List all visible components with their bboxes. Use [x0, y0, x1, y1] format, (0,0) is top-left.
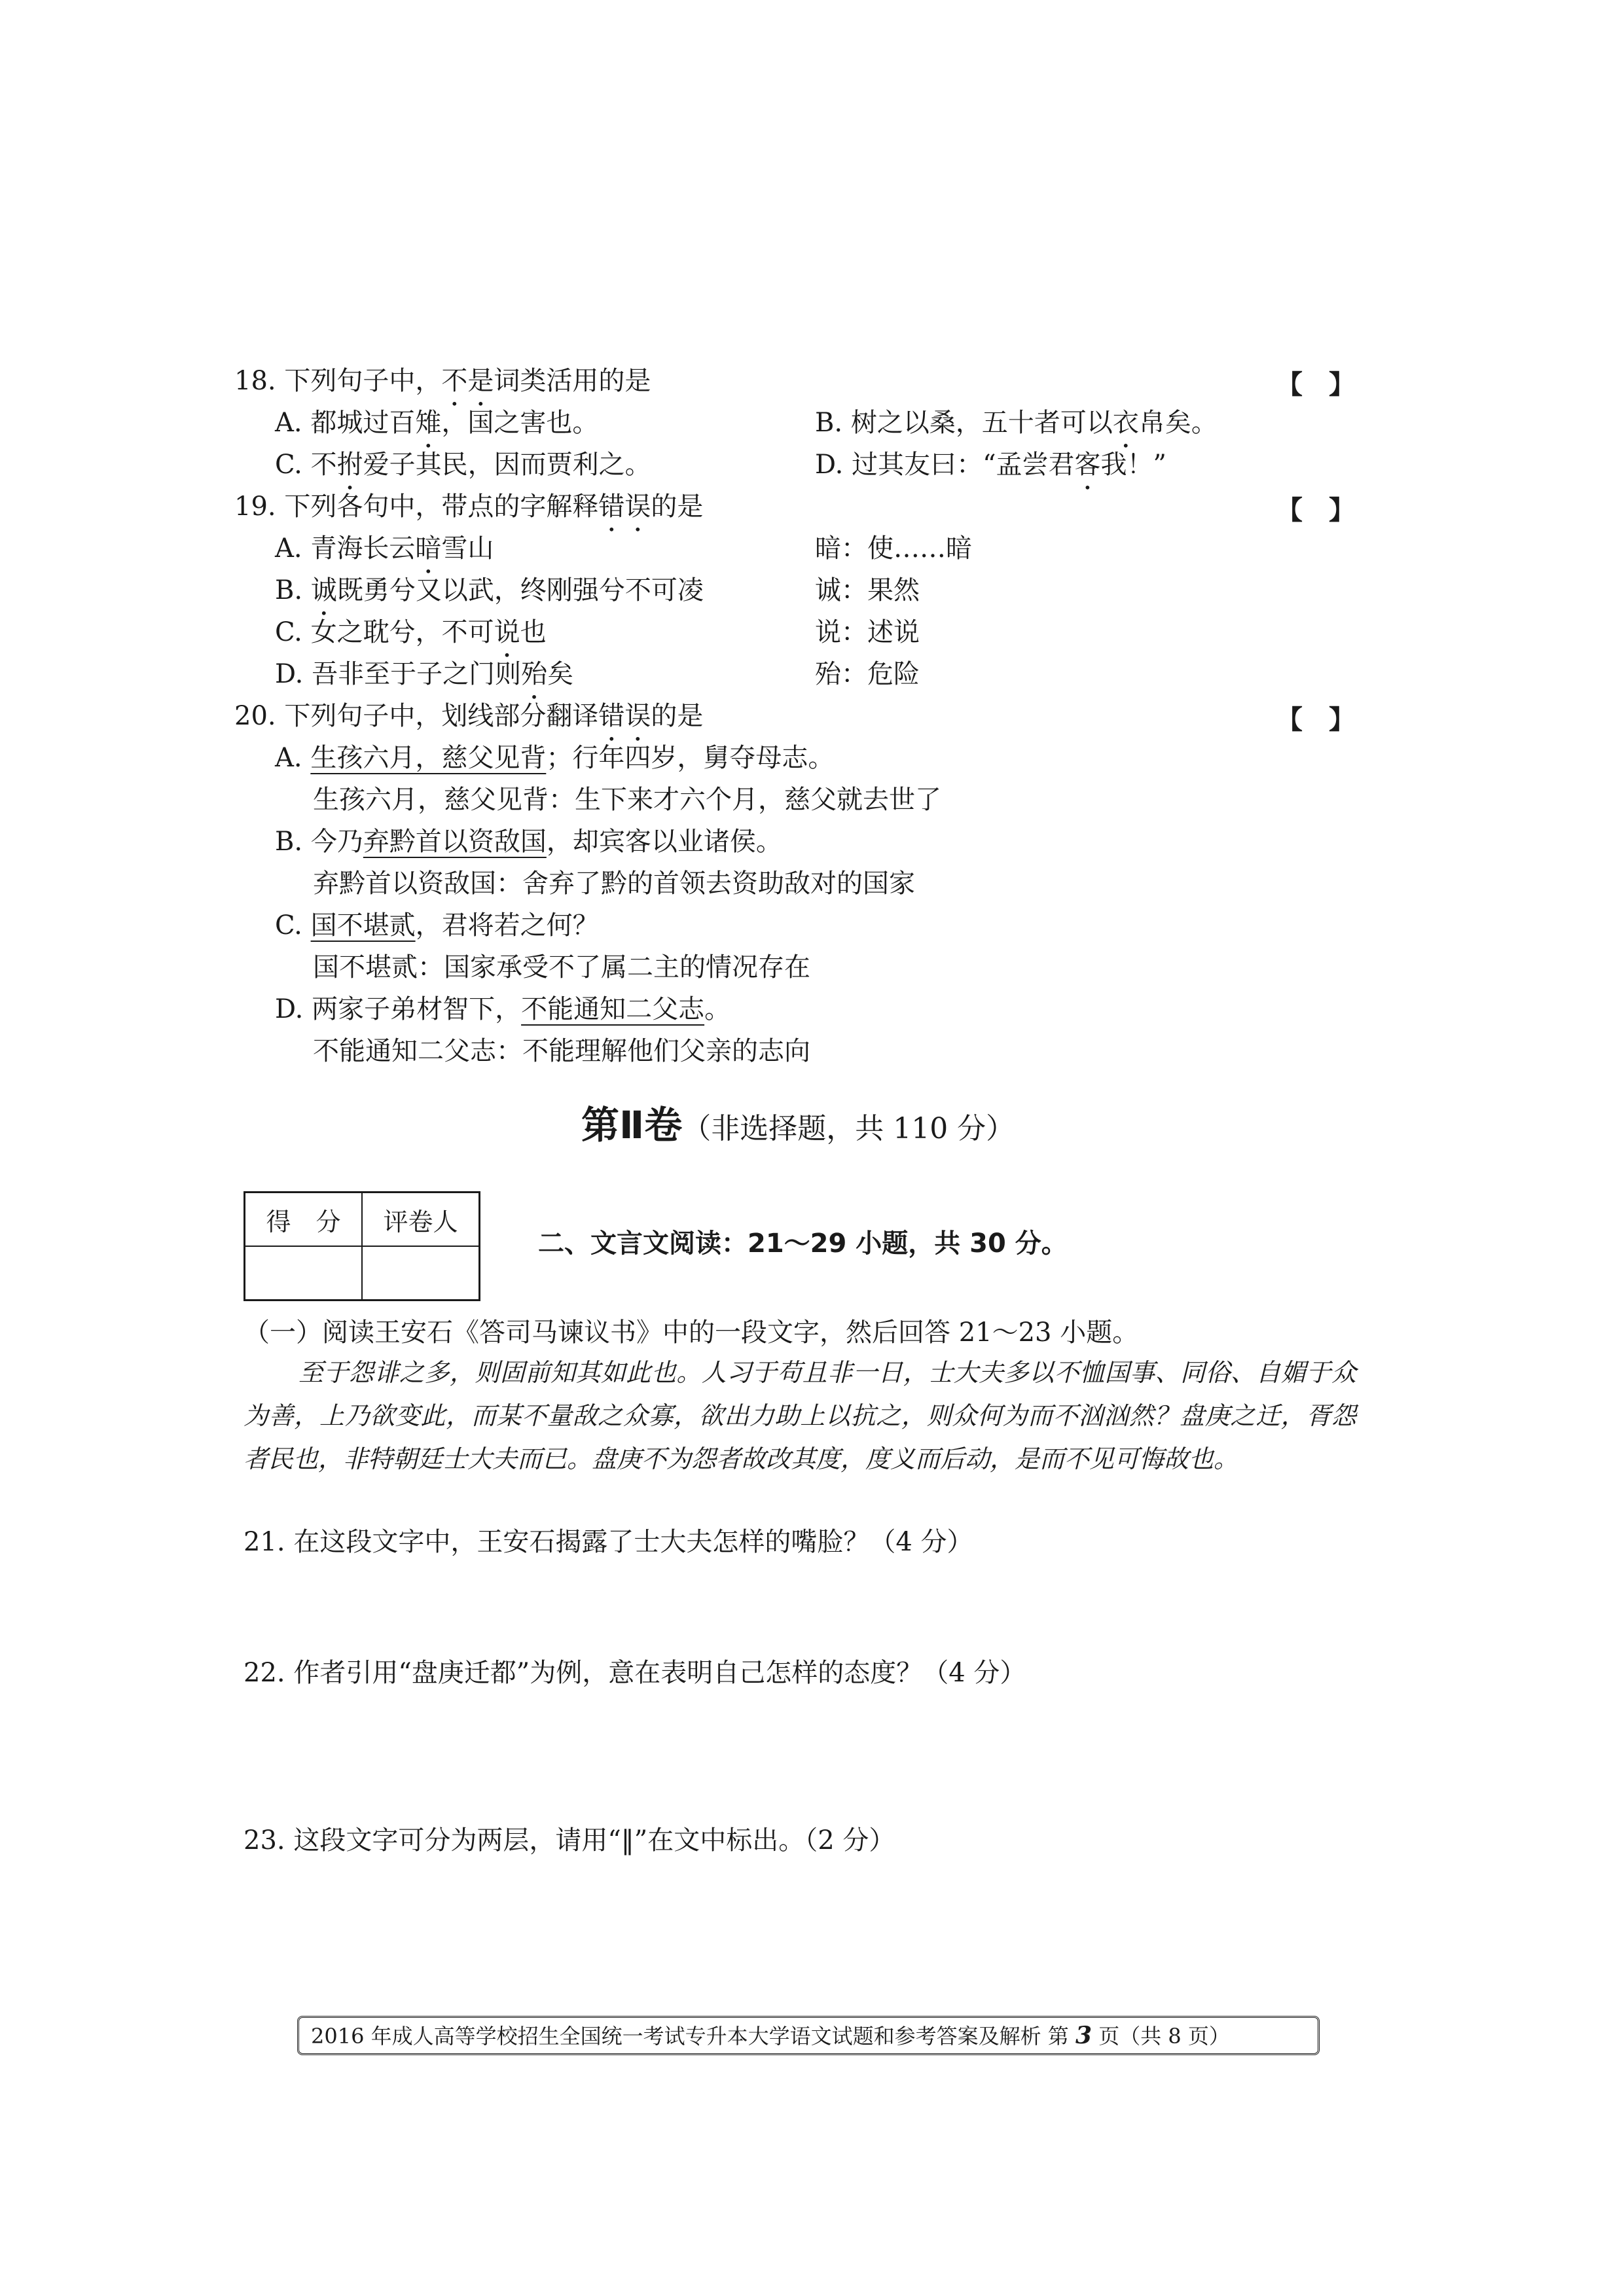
reading-1-passage: 至于怨诽之多，则固前知其如此也。人习于苟且非一日，士大夫多以不恤国事、同俗、自媚于众为善，上乃欲变此，而某不量敌之众寡，欲出力助上以抗之，则众何为而不汹汹然？盘庚之迁，胥怨者民也，非特朝廷士大夫而已。盘庚不为怨者故改其度，度义而后动，是而不见可悔故也。 — [244, 1358, 1356, 1473]
q19-answer-bracket[interactable]: 【 】 — [1276, 495, 1355, 526]
section-2-heading — [581, 1094, 1015, 1149]
q21-answer-area[interactable] — [244, 1566, 1356, 1644]
q20-option-b-translation: 弃黔首以资敌国：舍弃了黔的首领去资助敌对的国家 — [313, 869, 915, 899]
q21-stem: 21. 在这段文字中，王安石揭露了士大夫怎样的嘴脸？（4 分） — [244, 1527, 973, 1557]
q23-stem: 23. 这段文字可分为两层，请用“‖”在文中标出。（2 分） — [244, 1825, 895, 1856]
score-table — [244, 1191, 480, 1301]
grader-header: 评卷人 — [362, 1193, 480, 1247]
q22-answer-area[interactable] — [244, 1696, 1356, 1814]
q18-option-a[interactable]: A. 都城过百雉，国之害也。 — [275, 408, 599, 438]
grader-cell[interactable] — [362, 1246, 480, 1300]
reading-1-intro: （一）阅读王安石《答司马谏议书》中的一段文字，然后回答 21～23 小题。 — [244, 1318, 1139, 1348]
q20-stem: 20. 下列句子中，划线部分翻译错误的是 — [234, 701, 704, 731]
footer-page-total: 页（共 8 页） — [1098, 2024, 1230, 2049]
q20-option-d[interactable]: D. 两家子弟材智下，不能通知二父志。 — [275, 994, 731, 1024]
footer-title: 2016 年成人高等学校招生全国统一考试专升本大学语文试题和参考答案及解析 第 — [311, 2024, 1069, 2049]
q19-option-a[interactable]: A. 青海长云暗雪山 — [275, 533, 494, 564]
footer-text — [311, 2018, 1230, 2054]
q19-option-d[interactable]: D. 吾非至于子之门则殆矣 — [275, 659, 574, 689]
q20-option-a[interactable]: A. 生孩六月，慈父见背；行年四岁，舅夺母志。 — [275, 743, 835, 773]
q19-option-b[interactable]: B. 诚既勇兮又以武，终刚强兮不可凌 — [275, 575, 704, 605]
q18-option-d[interactable]: D. 过其友曰：“孟尝君客我！” — [815, 450, 1166, 480]
q18-option-c[interactable]: C. 不拊爱子其民，因而贾利之。 — [275, 450, 651, 480]
q20-option-d-translation: 不能通知二父志：不能理解他们父亲的志向 — [313, 1036, 810, 1066]
q18-stem — [234, 364, 651, 412]
score-cell[interactable] — [245, 1246, 363, 1300]
q18-stem-emphasis: 不是 — [441, 366, 494, 396]
q20-option-b[interactable]: B. 今乃弃黔首以资敌国，却宾客以业诸侯。 — [275, 827, 782, 857]
page-footer — [297, 2016, 1320, 2055]
q19-option-c[interactable]: C. 女之耽兮，不可说也 — [275, 617, 547, 647]
q20-answer-bracket[interactable]: 【 】 — [1276, 704, 1355, 735]
q19-option-c-gloss: 说：述说 — [815, 617, 920, 647]
q20-option-a-translation: 生孩六月，慈父见背：生下来才六个月，慈父就去世了 — [313, 785, 941, 815]
q19-stem: 19. 下列各句中，带点的字解释错误的是 — [234, 492, 704, 522]
q19-option-a-gloss: 暗：使……暗 — [815, 533, 972, 564]
q18-stem-post: 词类活用的是 — [494, 366, 651, 396]
score-header: 得 分 — [245, 1193, 363, 1247]
q20-option-c-translation: 国不堪贰：国家承受不了属二主的情况存在 — [313, 952, 810, 982]
q23-answer-area[interactable] — [244, 1864, 1356, 1982]
q18-answer-bracket[interactable]: 【 】 — [1276, 369, 1355, 400]
section-2-title: 第Ⅱ卷 — [581, 1103, 683, 1147]
q18-stem-pre: 18. 下列句子中， — [234, 366, 442, 396]
part-2-heading: 二、文言文阅读：21～29 小题，共 30 分。 — [538, 1229, 1068, 1259]
q22-stem: 22. 作者引用“盘庚迁都”为例，意在表明自己怎样的态度？（4 分） — [244, 1658, 1026, 1688]
section-2-subtitle: （非选择题，共 110 分） — [682, 1112, 1015, 1145]
q19-option-b-gloss: 诚：果然 — [815, 575, 920, 605]
q20-option-c[interactable]: C. 国不堪贰，君将若之何？ — [275, 910, 599, 941]
footer-page-number: 3 — [1075, 2022, 1092, 2049]
q19-option-d-gloss: 殆：危险 — [815, 659, 920, 689]
q18-option-b[interactable]: B. 树之以桑，五十者可以衣帛矣。 — [815, 408, 1218, 438]
